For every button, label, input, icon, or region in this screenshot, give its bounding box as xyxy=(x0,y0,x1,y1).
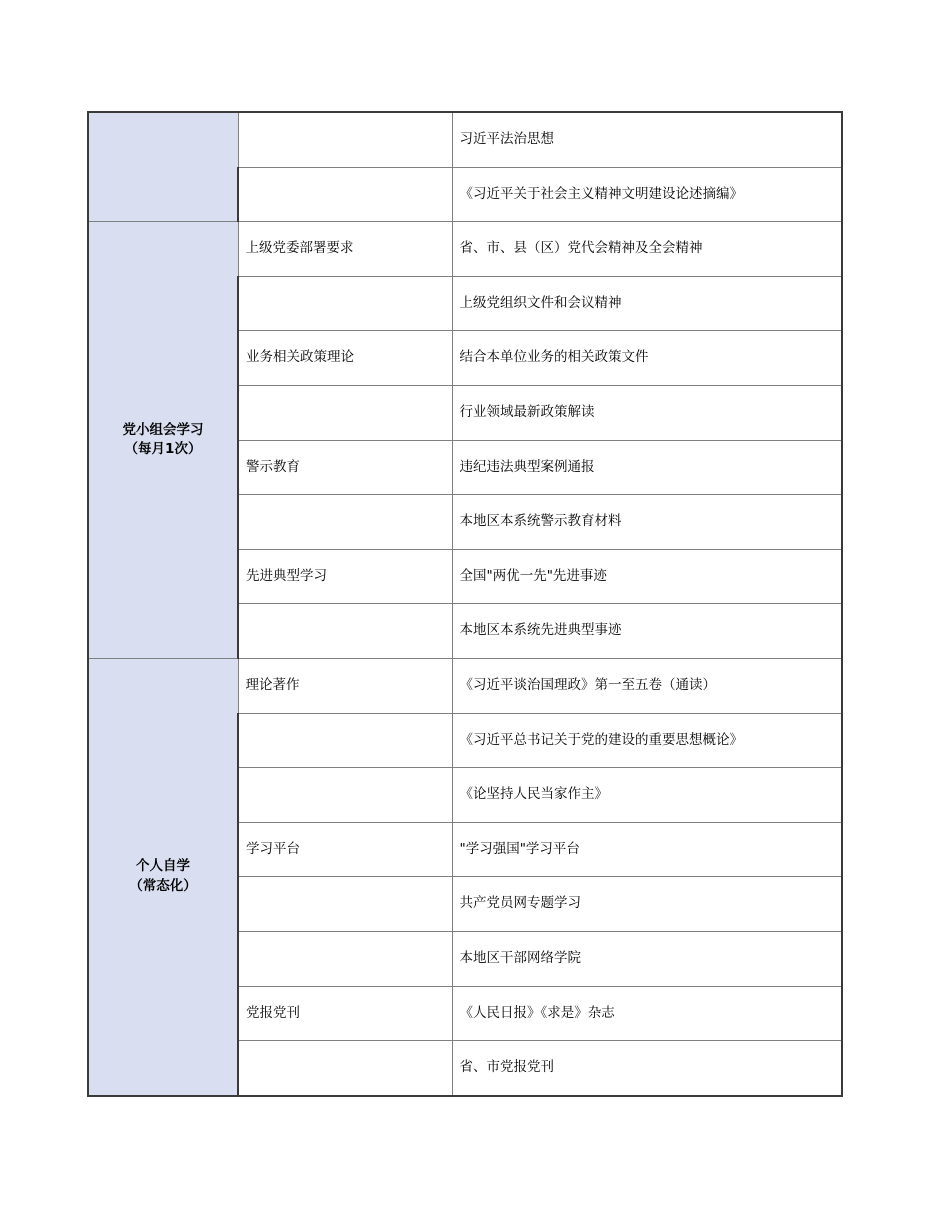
content-cell: 《人民日报》《求是》杂志 xyxy=(452,986,842,1041)
topic-cell: 上级党委部署要求 xyxy=(238,222,452,277)
content-cell: 结合本单位业务的相关政策文件 xyxy=(452,331,842,386)
category-label-primary: 个人自学 xyxy=(136,858,190,875)
topic-cell xyxy=(238,1041,452,1096)
content-cell: 行业领域最新政策解读 xyxy=(452,385,842,440)
content-cell: 习近平法治思想 xyxy=(452,112,842,167)
topic-cell xyxy=(238,276,452,331)
topic-cell: 党报党刊 xyxy=(238,986,452,1041)
content-cell: 共产党员网专题学习 xyxy=(452,877,842,932)
topic-cell: 先进典型学习 xyxy=(238,549,452,604)
content-cell: 违纪违法典型案例通报 xyxy=(452,440,842,495)
table-row xyxy=(88,658,842,713)
topic-cell xyxy=(238,495,452,550)
table-body xyxy=(88,112,842,1096)
topic-cell xyxy=(238,713,452,768)
topic-cell: 理论著作 xyxy=(238,658,452,713)
content-cell: 《习近平总书记关于党的建设的重要思想概论》 xyxy=(452,713,842,768)
topic-cell xyxy=(238,385,452,440)
topic-cell xyxy=(238,931,452,986)
topic-cell: 业务相关政策理论 xyxy=(238,331,452,386)
content-cell: "学习强国"学习平台 xyxy=(452,822,842,877)
content-cell: 《习近平谈治国理政》第一至五卷（通读） xyxy=(452,658,842,713)
content-cell: 本地区干部网络学院 xyxy=(452,931,842,986)
content-cell: 《习近平关于社会主义精神文明建设论述摘编》 xyxy=(452,167,842,222)
category-cell xyxy=(88,112,238,222)
table-row xyxy=(88,112,842,167)
topic-cell xyxy=(238,877,452,932)
category-label-secondary: （常态化） xyxy=(129,877,197,894)
category-cell xyxy=(88,658,238,1095)
topic-cell xyxy=(238,768,452,823)
topic-cell: 警示教育 xyxy=(238,440,452,495)
table-row xyxy=(88,222,842,277)
topic-cell: 学习平台 xyxy=(238,822,452,877)
content-cell: 全国"两优一先"先进事迹 xyxy=(452,549,842,604)
content-cell: 本地区本系统先进典型事迹 xyxy=(452,604,842,659)
topic-cell xyxy=(238,167,452,222)
content-cell: 《论坚持人民当家作主》 xyxy=(452,768,842,823)
category-label-primary: 党小组会学习 xyxy=(122,421,204,438)
topic-cell xyxy=(238,112,452,167)
content-cell: 上级党组织文件和会议精神 xyxy=(452,276,842,331)
content-cell: 省、市党报党刊 xyxy=(452,1041,842,1096)
topic-cell xyxy=(238,604,452,659)
category-cell xyxy=(88,222,238,659)
study-plan-table xyxy=(87,111,843,1097)
content-cell: 本地区本系统警示教育材料 xyxy=(452,495,842,550)
content-cell: 省、市、县（区）党代会精神及全会精神 xyxy=(452,222,842,277)
category-label-secondary: （每月1次） xyxy=(124,441,202,458)
